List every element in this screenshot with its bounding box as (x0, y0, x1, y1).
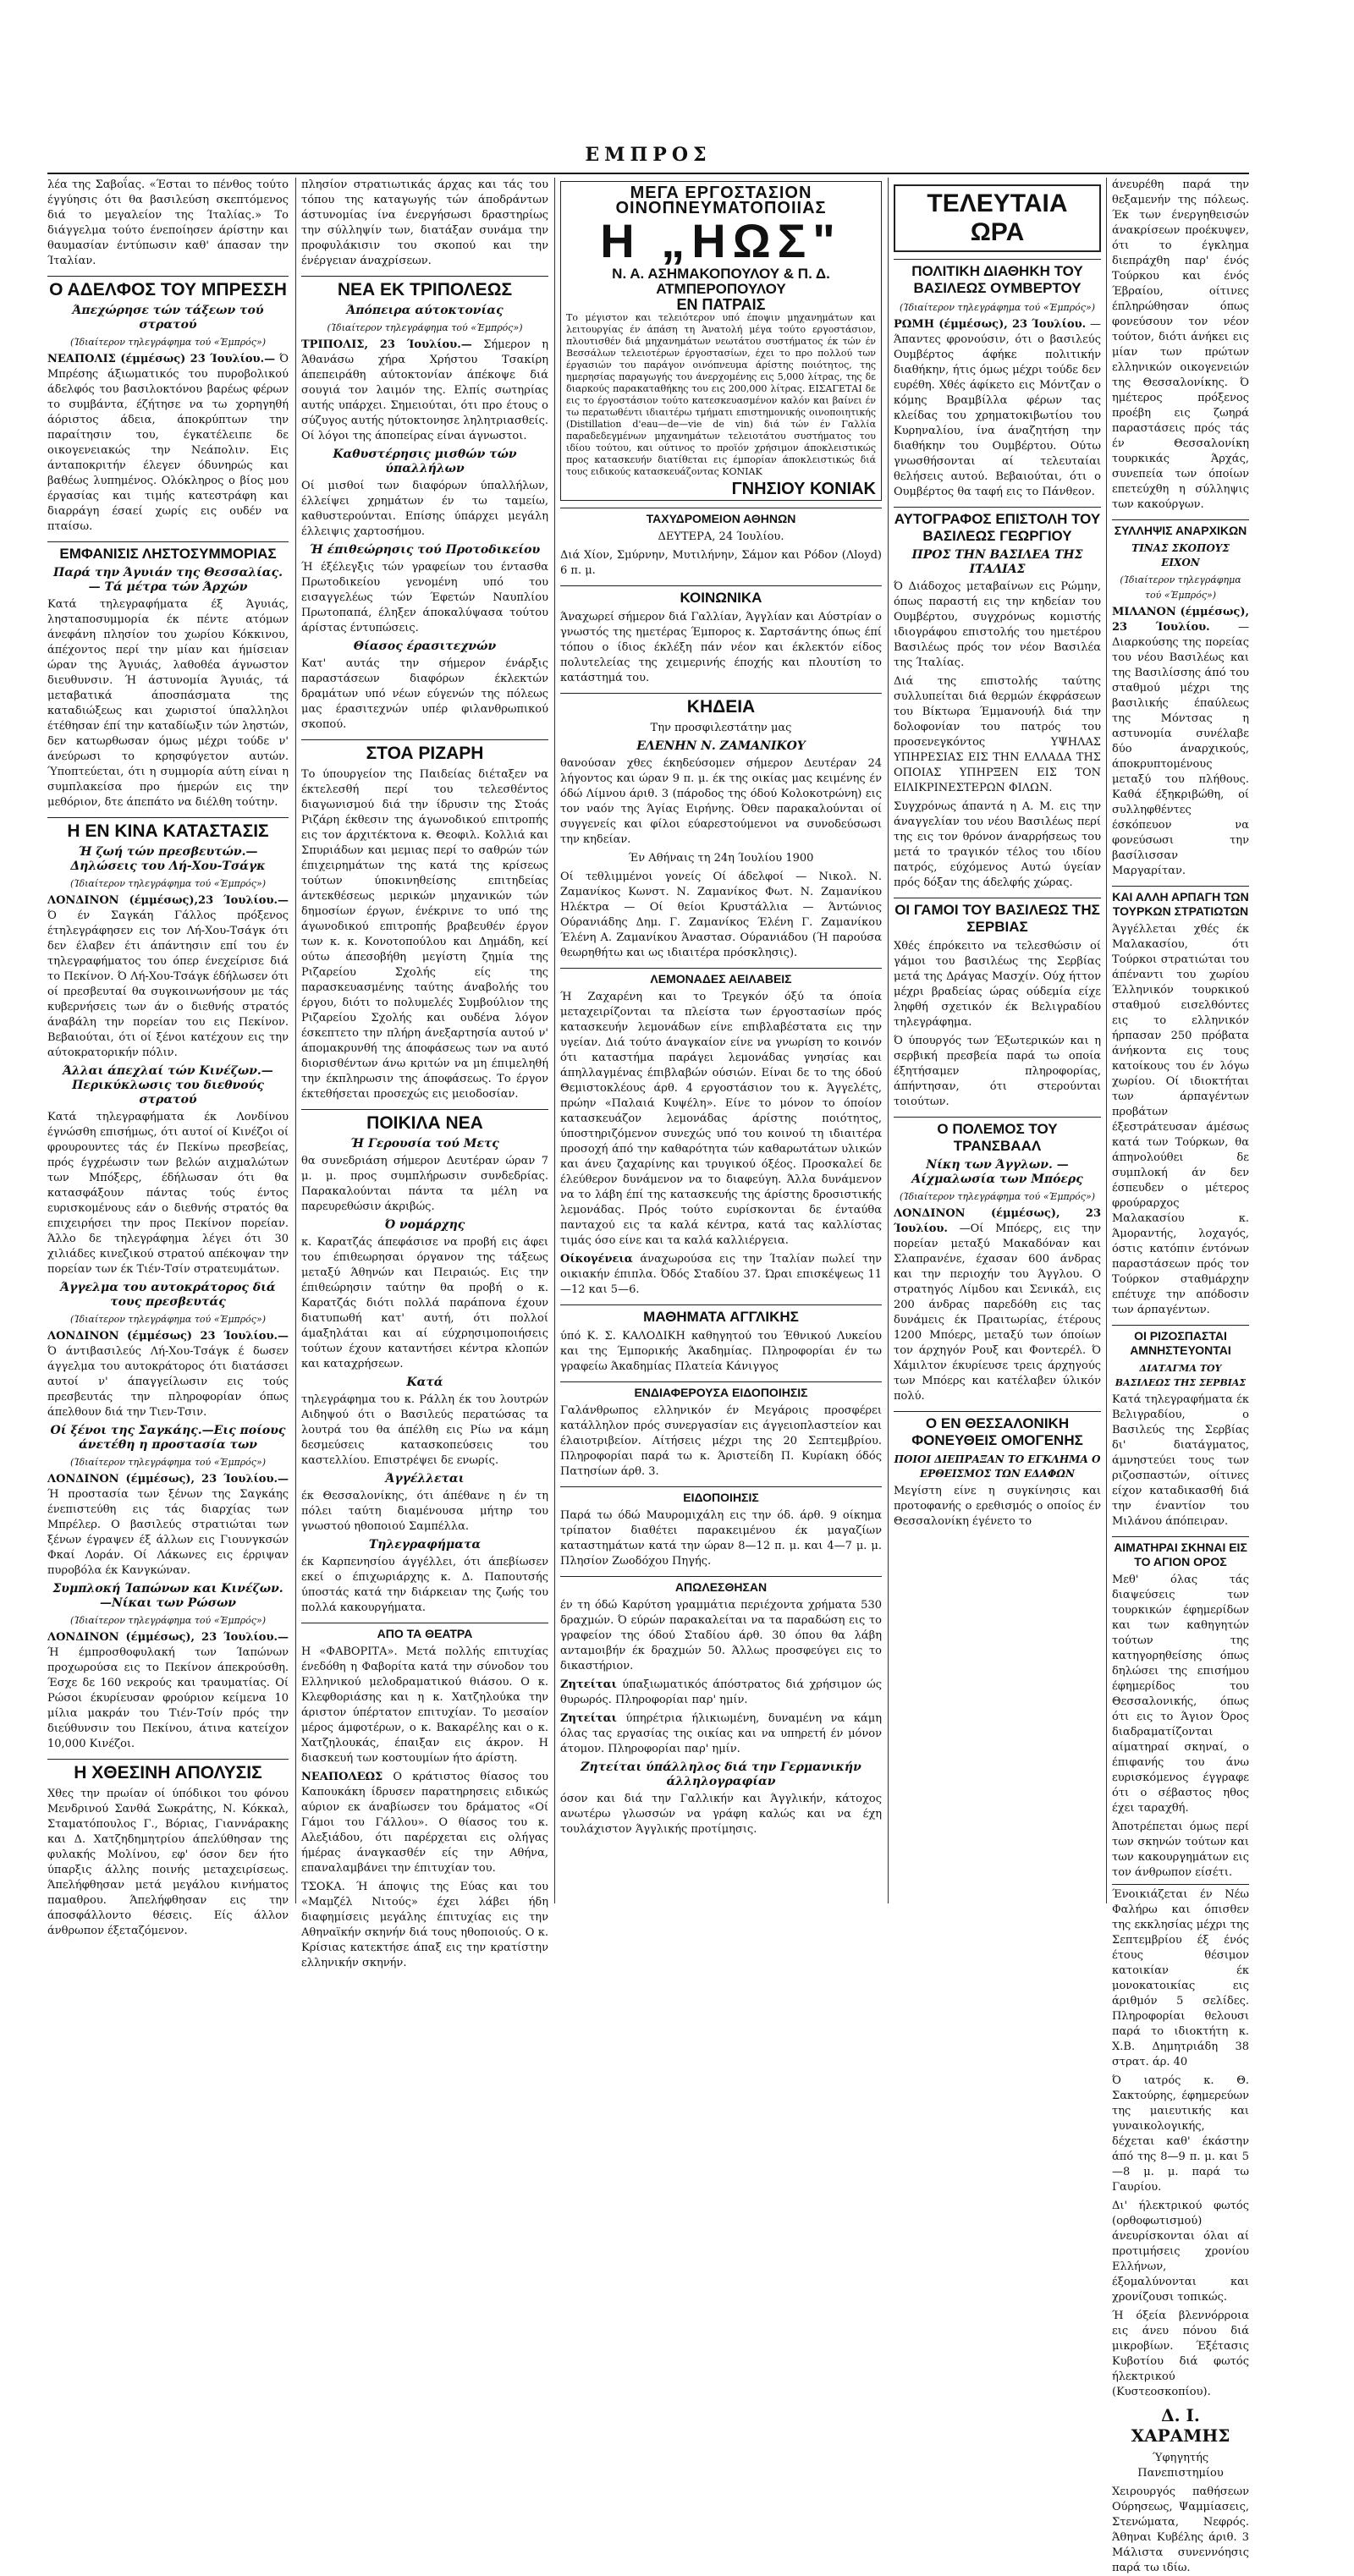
dateline: ΝΕΑΠΟΛΕΩΣ (301, 1771, 383, 1783)
doctor-title: Ύφηγητής Πανεπιστημίου (1137, 2452, 1224, 2480)
headline-autograph-letter: ΑΥΤΟΓΡΑΦΟΣ ΕΠΙΣΤΟΛΗ ΤΟΥ ΒΑΣΙΛΕΩΣ ΓΕΩΡΓΙΟΥ (894, 507, 1101, 545)
column-5 (1112, 178, 1249, 2574)
headline-release: Η ΧΘΕΣΙΝΗ ΑΠΟΛΥΣΙΣ (47, 1759, 289, 1783)
article-text: Κατά τηλεγραφήματα έξ Άγυιάς, λησταποσυμμορία έκ πέντε ατόμων άνεφάνη πλησίον του χωρίου Κόκκινου, άπέχοντος περί την μίαν και ήμίσειαν ώραν της Άγυιάς, λαθοθέα άγνωστον διευθυνσιν. Ή άστυνομία Άγυιάς, τά μεταβατικά άποσπάσματα της καταδιώξεως και χωριστοί ύπαλληλοι έτέθησαν έπί την καταδίωξιν τών ληστών, δεν κατωρθωσαν όμως μέχρι τούδε ν' άνεύρωσι το κρησφύγετον αυτών. Ύποπτεύεται, ότι η συμμορία αύτη είναι η συμπλακείσα προ ήμερών εις την μεθόριον, δτε άπεπάτο να διέλθη τούτην. (47, 598, 289, 809)
headline-anarchists-arrest: ΣΥΛΛΗΨΙΣ ΑΝΑΡΧΙΚΩΝ (1112, 519, 1249, 538)
telegram-note: (Ίδιαίτερον τηλεγράφημα τού «Έμπρός») (1120, 574, 1241, 601)
article-text: θανούσαν χθες έκηδεύσομεν σήμερον Δευτέραν 24 λήγοντος και ώραν 9 π. μ. έκ της οικίας μας κειμένης έν όδώ Λίμνου άριθ. 3 (πάροδος της όδού Κολοκοτρώνη) εις τον ναόν της Άγίας Ειρήνης. Όθεν παρακαλούνται οί συγγενείς και φίλοι εύαρεστούμενοι να συνοδεύσωσι την κηδείαν. (560, 757, 882, 846)
headline-china-situation: Η ΕΝ ΚΙΝΑ ΚΑΤΑΣΤΑΣΙΣ (47, 817, 289, 842)
advertisement-distillery (560, 181, 882, 501)
ad-line: ΓΝΗΣΙΟΥ ΚΟΝΙΑΚ (731, 480, 876, 498)
article-text: Οί μισθοί των διαφόρων ύπαλλήλων, έλλείψει χρημάτων έν τω ταμείω, καθυστερούνται. Επίσης ύπάρχει μεγάλη έλλειψις χαρτοσήμου. (301, 480, 548, 538)
ad-brand: Η „ΗΩΣ" (600, 214, 842, 267)
column-divider (554, 178, 555, 1903)
subheadline: ΤΙΝΑΣ ΣΚΟΠΟΥΣ ΕΙΧΟΝ (1131, 542, 1230, 568)
ad-line: ΕΝ ΠΑΤΡΑΙΣ (676, 296, 766, 313)
subheadline: Ζητείται (560, 1678, 617, 1691)
column-divider (295, 178, 296, 1903)
article-text: άναχωρούσα εις την Ίταλίαν πωλεί την οικιακήν έπιπλα. Όδός Σταδίου 37. Ώραι επισκέψεως 11—12 και 5—6. (560, 1253, 882, 1296)
article-text: Ό Διάδοχος μεταβαίνων εις Ρώμην, όπως παραστή εις την κηδείαν του Ουμβέρτου, συγχρόνως κομιστής ιδιογράφου επιστολής του ημετέρου Βασιλέως πρός τον νέον Βασιλέα της Ίταλίας. (894, 580, 1101, 669)
headline-various-news: ΠΟΙΚΙΛΑ ΝΕΑ (301, 1109, 548, 1134)
telegram-note: (Ίδιαίτερον τηλεγράφημα τού «Έμπρός») (900, 302, 1095, 313)
dateline: ΛΟΝΔΙΝΟΝ (έμμέσως), 23 Ίουλίου.— (47, 1473, 289, 1486)
telegram-note: (Ίδιαίτερον τηλεγράφημα τού «Έμπρός») (70, 1615, 266, 1626)
article-text: Άναχωρεί σήμερον διά Γαλλίαν, Άγγλίαν και Αύστρίαν ο γνωστός της ημετέρας Έμπορος κ. Σαρτσάντης όπως έπί τόπου ο ίδιος έκλέξη πάν νέον και έκλεκτόν είδος πολυτελείας της χειμερινής έποχής και πλουτίση το κατάστημά του. (560, 611, 882, 684)
article-text: Κατ' αυτάς την σήμερον ένάρξις παραστάσεων διαφόρων έκλεκτών δραμάτων υπό νέων εύγενών της πόλεως μας έρασιτεχνών υπέρ φιλανθρωπικού σκοπού. (301, 657, 548, 731)
article-text: Χθες την πρωίαν οί ύπόδικοι του φόνου Μενδρινού Σανθά Σωκράτης, Ν. Κόκκαλ, Σταματόπουλος Γ., Βόριας, Γιαννάρακης και Δ. Χατζηδημητρίου άπελύθησαν της φυλακής Μολίνου, εφ' όσον δεν ήτο ύπαρξις άλλης ποινής μεταχειρίσεως. Άπελήφθησαν μετά μεγάλου κινήματος παμαθρου. Άπελήφθησαν εις την άποσφάλλοντο θέσεις. Είς άλλον άνθρωπον έξεταζόμενον. (47, 1788, 289, 1937)
headline-bandit-gang: ΕΜΦΑΝΙΣΙΣ ΛΗΣΤΟΣΥΜΜΟΡΙΑΣ (47, 541, 289, 563)
telegram-note: (Ίδιαίτερον τηλεγράφημα τού «Έμπρός») (900, 1191, 1095, 1202)
subheadline: Οί ξένοι της Σαγκάης.—Εις ποίους άνετέθη η προστασία των (50, 1424, 286, 1452)
telegram-note: (Ίδιαίτερον τηλεγράφημα τού «Έμπρός») (70, 878, 266, 889)
subheadline: Άγγελμα του αυτοκράτορος διά τους πρεσβευτάς (60, 1281, 276, 1309)
article-text: Ή προστασία των ξένων της Σαγκάης ένεπιστεύθη εις τάς διαρχίας των Μπρέλερ. Ο βασιλεύς στρατιώται των ξένων έγραψεν έξ άλλων εις Γιουνγκσών Φκαί Λοράν. Οί Λάκωνες εις έρριψαν πυροβόλα έκ Κανγκώναν. (47, 1488, 289, 1577)
headline-turkish-raid: ΚΑΙ ΑΛΛΗ ΑΡΠΑΓΗ ΤΩΝ ΤΟΥΡΚΩΝ ΣΤΡΑΤΙΩΤΩΝ (1112, 886, 1249, 919)
headline-athens-post: ΤΑΧΥΔΡΟΜΕΙΟΝ ΑΘΗΝΩΝ (560, 508, 882, 526)
article-text: ύπηρέτρια ήλικιωμένη, δυναμένη να κάμη όλας τας εργασίας της οικίας και να υπηρετή έν μόνον άτομον. Πληροφορίαι παρ' ημίν. (560, 1712, 883, 1755)
classified-ad: Ένοικιάζεται έν Νέω Φαλήρω και όπισθεν της εκκλησίας μέχρι της Σεπτεμβρίου έξ ένός έτους θέσιμον κατοικίαν έκ μονοκατοικίας εις άριθμόν 5 σελίδες. Πληροφορίαι θελουσι παρά το ιδιοκτήτη κ. Χ.Β. Δημητριάδη 38 στρατ. άρ. 40 (1112, 1884, 1249, 2070)
article-text: πλησίον στρατιωτικάς άρχας και τάς του τόπου της καταγωγής τών άποδράντων άστυνομίας ίνα ένεργήσωσι δραστηρίως την σύλληψίν των, διατάξαν συνάμα την προφυλάκισιν του σκοπού και την ένέργειαν άναχρίσεων. (301, 179, 548, 267)
article-text: έν τη όδώ Καρύτση γραμμάτια περιέχοντα χρήματα 530 δραχμών. Ό εύρών παρακαλείται να τα παραδώση εις το γραφείον της όδού Σταδίου άρθ. 30 όπου θα λάβη ανταμοιβήν έκ δραχμών 50. Άλλως προσφεύγει εις το δικαστήριον. (560, 1599, 882, 1672)
article-text: ύπό Κ. Σ. ΚΑΛΟΔΙΚΗ καθηγητού του Έθνικού Λυκείου και της Έμπορικής Άκαδημίας. Πληροφορίαι έν τω γραφείω Άκαδημίας Πλατεία Κάνιγγος (560, 1330, 882, 1373)
column-2 (301, 178, 548, 1969)
article-text: Το ύπουργείον της Παιδείας διέταξεν να έκτελεσθή περί του τελεσθέντος διαγωνισμού διά την ίδρυσιν της Στοάς Ριζάρη έκθεσιν της άγωνοδικού επιτροπής εις τον άρχιτέκτονα κ. Θεοφιλ. Κολλιά και Σπυριάδων και μεμιας περί το σαθρών τών έπιχειρημάτων της κατά της κρίσεως τούτων ύποκινηθείσης επιτηδείας άντεκθέσεως μερικών μηχανικών τών δημοσίων έργων, ένέκρινε το υπό της άγωνοδικού επιτροπής βραβευθέν έργον των κ. κ. Κονοτοπούλου και Δημάδη, κεί ούτω άπεσοβήθη μεγίστη ζημία της Ριζαρείου Σχολής είς της παρασκευασμένης ταύτης άναβολής του έργου, διότι το πολυμελές Συμβούλιον της Ριζαρείου Σχολής και ουδένα λόγον έσκεπτετο την πλήρη άνεξαρτησία αυτού ν' άπομακρυνθή της άποφάσεως των να αυτό διορισθέντων άνω κριτών να μη έπιμεληθή την έκπληρωσιν της άποφάσεως. Το έργον έκτεθήσεται προσεχώς εις μειοδοσίαν. (301, 768, 548, 1101)
column-1 (47, 178, 289, 1937)
article-text: κ. Καρατζάς άπεφάσισε να προβή εις άφει του έπιθεωρησαι όργανον της τάξεως μεταξύ Άθηνών και Πειραιώς. Εις την έπιθεώρησιν ταύτην θα προβή ο κ. Καρατζάς διότι πολλά παράπονα έχουν διατυπωθή κατ' αυτή, ότι πολλοί άμαξηλάται και αί εύχρησιμοποιήσεις τούτων έχουν καταντήσει κέντρα κλοπών και καταχρήσεων. (301, 1236, 548, 1370)
headline-serbian-wedding: ΟΙ ΓΑΜΟΙ ΤΟΥ ΒΑΣΙΛΕΩΣ ΤΗΣ ΣΕΡΒΙΑΣ (894, 898, 1101, 936)
article-text: Την προσφιλεστάτην μας (650, 722, 792, 734)
subheadline: Κατά (406, 1376, 443, 1389)
dateline: ΡΩΜΗ (έμμέσως), 23 Ίουλίου. (894, 318, 1087, 331)
article-text: Ή έξέλεγξις τών γραφείων του έντασθα Πρωτοδικείου γενομένη υπό του εισαγγελέως τών Έφετών Ναυπλίου Πρωτοπαπά, έληξεν άποκαλύψασα τούτου άρίστας έντυπώσεις. (301, 561, 548, 634)
article-text: θα συνεδριάση σήμερον Δευτέραν ώραν 7 μ. μ. προς συμπλήρωσιν συνδεδρίας. Παρακαλούνται πάντα τα μέλη να παρευρεθώσιν άκριβώς. (301, 1155, 548, 1213)
deceased-name: ΕΛΕΝΗΝ Ν. ΖΑΜΑΝΙΚΟΥ (636, 739, 806, 753)
subheadline: ΠΟΙΟΙ ΔΙΕΠΡΑΞΑΝ ΤΟ ΕΓΚΛΗΜΑ Ο ΕΡΘΕΙΣΜΟΣ ΤΩΝ ΕΔΑΦΩΝ (894, 1453, 1101, 1480)
headline-mount-athos: ΑΙΜΑΤΗΡΑΙ ΣΚΗΝΑΙ ΕΙΣ ΤΟ ΑΓΙΟΝ ΟΡΟΣ (1112, 1536, 1249, 1569)
article-text: Γαλάνθρωπος ελληνικόν έν Μεγάροις προσφέρει κατάλληλον πρός συνεργασίαν εις άγγειοπλαστείον και έλαιοτριβείον. Αίτήσεις μέχρι της 20 Σεπτεμβρίου. Πληροφορίαι παρά τω κ. Άριστείδη Π. Κυρίακη όδός Πατησίων άρθ. 3. (560, 1404, 882, 1478)
dateline: ΛΟΝΔΙΝΟΝ (έμμέσως),23 Ίουλίου.— (47, 894, 289, 907)
article-text: Άποτρέπεται όμως περί των σκηνών τούτων και των κακουργημάτων εις τον άνθρωπον είσέτι. (1112, 1821, 1249, 1879)
dateline: ΜΙΛΑΝΟΝ (έμμέσως), 23 Ίουλίου. (1112, 606, 1249, 634)
column-divider (1106, 178, 1107, 1903)
headline-notice: ΕΙΔΟΠΟΙΗΣΙΣ (560, 1486, 882, 1505)
article-text: Ό ύπουργός των Έξωτερικών και η σερβική πρεσβεία παρά τω οποία έξητήσαμεν πληροφορίας, άπήντησαν, ότι στερούνται τοιούτων. (894, 1035, 1101, 1108)
headline-brother-bresci: Ο ΑΔΕΛΦΟΣ ΤΟΥ ΜΠΡΕΣΣΗ (47, 276, 289, 300)
dateline: ΛΟΝΔΙΝΟΝ (έμμέσως), 23 Ίουλίου. (894, 1207, 1101, 1235)
article-text: Χθές έπρόκειτο να τελεσθώσιν οί γάμοι του βασιλέως της Σερβίας μετά της Δράγας Μασχίν. Ούχ ήττον μέχρι βραδείας ώρας ούδεμία είχε ληφθή σχετικόν έκ Βελιγραδίου τηλεγράφημα. (894, 940, 1101, 1029)
subheadline: Συμπλοκή Ίαπώνων και Κινέζων.—Νίκαι των Ρώσων (52, 1582, 283, 1610)
subheadline: Ζητείται (560, 1712, 617, 1725)
article-text: Διά Χίον, Σμύρνην, Μυτιλήνην, Σάμον και Ρόδον (Λloyd) 6 π. μ. (560, 549, 882, 577)
subheadline: Οίκογένεια (560, 1253, 633, 1266)
article-text: ύπαξιωματικός άπόστρατος διά χρήσιμον ώς θυρωρός. Πληροφορίαι παρ' ημίν. (560, 1678, 882, 1706)
subheadline: Άλλαι άπεχλαί τών Κινέζων.— Περικύκλωσις του διεθνούς στρατού (63, 1064, 273, 1107)
subheadline: ΔΙΑΤΑΓΜΑ ΤΟΥ ΒΑΣΙΛΕΩΣ ΤΗΣ ΣΕΡΒΙΑΣ (1115, 1363, 1247, 1388)
article-text: Κατά τηλεγραφήματα έκ Λονδίνου έγνώσθη επισήμως, ότι αυτοί οί Κινέζοι οί φρουρουντες τάς έν Πεκίνω πρεσβείας, πρός έγχρέωσιν των βελών αιχμαλώτων των Μπόξερς, έδήλωσαν ότι θα κατασφάξουν πάντας τούς έντος ευρισκομένους εάν ο διεθνής στρατός θα επιχειρήσει την προς Πεκίνον πορείαν. Άλλο δε τηλεγράφημα λέγει ότι 30 χιλιάδες κινεζικού στρατού απέκοψαν την πορείαν των έκ Τιέν-Τσίν στρατευμάτων. (47, 1111, 289, 1276)
subheadline: Ζητείται ύπάλληλος διά την Γερμανικήν άλληλογραφίαν (581, 1760, 861, 1788)
subheadline: Νίκη των Άγγλων. — Αίχμαλωσία των Μπόερς (911, 1158, 1083, 1186)
article-text: ΤΣΟΚΑ. Ή άποψις της Εύας και του «Μαμζέλ Νιτούς» έχει λάβει ήδη διαφημίσεις μεγάλης έπιτυχίας εις την Αθηναϊκήν σκηνήν διά τους ηθοποιούς. Ο κ. Κρίσιας κατεκτήσε άπαξ εις την κρατίστην ελληνικήν σκηνήν. (301, 1881, 548, 1969)
family-list: Οί τεθλιμμένοι γονείς Οί άδελφοί — Νικολ. Ν. Ζαμανίκος Κωνστ. Ν. Ζαμανίκος Φωτ. Ν. Ζαμανίκου Ηλέκτρα — Οί θείοι Κρυστάλλια — Άντώνιος Ούρανιάδης Δημ. Γ. Ζαμανίκος Έλένη Γ. Ζαμανίκου Έλένη Α. Ζαμανίκου Άναστασ. Ούρανιάδου (Ή παρούσα θεωρηθήτω και ως ιδιαιτέρα πρόσκλησις). (560, 871, 882, 959)
subheadline: Ή ζωή τών πρεσβευτών.— Δηλώσεις του Λή-Χου-Τσάγκ (70, 845, 266, 873)
dateline: ΤΡΙΠΟΛΙΣ, 23 Ίουλίου.— (301, 338, 472, 351)
headline-political-will: ΠΟΛΙΤΙΚΗ ΔΙΑΘΗΚΗ ΤΟΥ ΒΑΣΙΛΕΩΣ ΟΥΜΒΕΡΤΟΥ (894, 259, 1101, 297)
subheadline: Ή Γερουσία τού Μετς (350, 1137, 499, 1151)
column-divider (888, 178, 889, 1903)
newspaper-page (47, 144, 1249, 2574)
headline-lost: ΑΠΩΛΕΣΘΗΣΑΝ (560, 1576, 882, 1595)
subheadline: Παρά την Άγυιάν της Θεσσαλίας. — Τά μέτρα τών Άρχών (53, 566, 283, 594)
article-text: Άγγέλλεται χθές έκ Μαλακασίου, ότι Τούρκοι στρατιώται του άπέναντι του χωρίου Έλληνικόν τουρκικού σταθμού εισελθόντες εις το ελληνικόν ήρπασαν 250 πρόβατα άνήκοντα εις τους κατοίκους του έν λόγω χωρίου. Οί ιδιοκτήται των άρπαγέντων προβάτων έξεστράτευσαν άμέσως κατά των Τούρκων, θα άπηνολούθει δε συμπλοκή άν δεν έσπευδεν ο μέτερος φρούραρχος Μαλακασίου κ. Άμοραντής, λοχαγός, όστις κατόπιν έντόνων παραστάσεων πρός τον Τούρκον σταθμάρχην επέτυχε την απόδοσιν των άρπαγέντων. (1112, 923, 1249, 1316)
classified-ad: Ό ιατρός κ. Θ. Σακτούρης, έφημερεύων της μαιευτικής και γυναικολογικής, δέχεται καθ' έκάστην άπό της 8—9 π. μ. και 5—8 μ. μ. παρά τω Γαυρίου. (1112, 2074, 1249, 2194)
subheadline: Θίασος έρασιτεχνών (353, 640, 497, 653)
subheadline: Άπεχώρησε τών τάξεων τού στρατού (72, 304, 264, 332)
date-text: Έν Αθήναις τη 24η Ίουλίου 1900 (628, 852, 814, 865)
ad-line: Ν. Α. ΑΣΗΜΑΚΟΠΟΥΛΟΥ & Π. Δ. ΑΤΜΠΕΡΟΠΟΥΛΟΥ (612, 266, 830, 297)
column-4 (894, 178, 1101, 1903)
subheadline: Ή έπιθεώρησις τού Προτοδικείου (309, 543, 541, 557)
article-text: Μεθ' όλας τάς διαψεύσεις των τουρκικών έφημερίδων και των καθηγητών τούτων της κατηγορηθείσης όπως δηλώσει της επισήμου έφημερίδος του Θεσσαλονικής, όπως ότι εις το Άγιον Όρος διαδραματίζονται αίματηραί σκηναί, ο έπιφανής του άνω ευρισκόμενος έγγραφε ότι ο σέβαστος ηθος έχει ταραχθή. (1112, 1574, 1249, 1815)
subheadline: Τηλεγραφήματα (368, 1538, 482, 1552)
article-text: Μεγίστη είνε η συγκίνησις και προτοφανής ο ερεθισμός ο οποίος έν Θεσσαλονίκη έγένετο το (894, 1485, 1101, 1528)
doctor-name: Δ. Ι. ΧΑΡΑΜΗΣ (1131, 2405, 1230, 2446)
article-text: —Διαρκούσης της πορείας του νέου Βασιλέως και της Βασιλίσσης άπό του σταθμού μέχρι της βασιλικής έπαύλεως της Μόντσας η αστυνομία συνέλαβε δύο άναρχικούς, άποκρυπτομένους μεταξύ του πλήθους. Καθά έξηκριβώθη, οί συλληφθέντες έσκόπευον να φονεύσωσι την βασίλισσαν Μαργαρίταν. (1112, 621, 1249, 877)
headline-rizari-stoa: ΣΤΟΑ ΡΙΖΑΡΗ (301, 739, 548, 764)
classified-ad: Χειρουργός παθήσεων Ούρησεως, Ψαμμίασεις, Στενώματα, Νεφρός. Άθηναι Κυβέλης άριθ. 3 Μάλιστα συνεννόησις παρά τω ιδίω. (1112, 2485, 1249, 2574)
ad-text: Το μέγιστον και τελειότερον υπό έποψιν μηχανημάτων και λειτουργίας έν άπάση τη Άνατολή μέγα τούτο εργοστάσιον, πλουτισθέν διά μηχανημάτων νεωτάτου συστήματος έκ τών έν Βεσσάλων τελειοτέρων έργοστασίων, έχει το προ πολλού των έργασιών του παράγον οινόπνευμα άρίστης ποιότητος, της ημερησίας παραγωγής του άνερχομένης εις 5,000 λίτρας, της δε διαρκούς παρακαταθήκης του εις 200,000 λίτρας. ΕΙΣΑΓΕΤΑΙ δε εις το έργοστάσιον τούτο κατεσκευασμένον καλόν και βαίνει έν τω περατωθέντι ιδιαιτέρω τμήματι επιστημονικής οινοποιητικής (Distillation d'eau—de—vie de vin) διά τών έν Γαλλία παραδεδεγμένων μηχανημάτων τελειοτάτου συστήματος του ιδίου τούτου, και ούτινος το προϊόν χρήσιμον άποκλειστικώς προς κατασκευήν διατίθεται εις έμπορίαν άποκλειστικώς διά τους ειδικούς κατασκευάζοντας ΚΟΝΙΑΚ (566, 312, 876, 477)
article-text: όσον και διά την Γαλλικήν και Άγγλικήν, κάτοχος ανωτέρω γλωσσών να γράφη καλώς και να έχη τουλάχιστον Άγγλικής προτίμησις. (560, 1793, 882, 1836)
article-text: Σήμερον η Άθανάσω χήρα Χρήστου Τσακίρη άπεπειράθη αύτοκτονίαν άπέκοψε διά σουγιά τον λαιμόν της. Ελπίς σωτηρίας αυτής υπάρχει. Σημειούται, ότι προ έτους ο σύζυγος αυτής ηύτοκτονησε ληλητριασθείς. Οί λόγοι της άποπείρας είναι άγνωστοι. (301, 338, 548, 442)
headline-lemonades: ΛΕΜΟΝΑΔΕΣ ΑΕΙΛΑΒΕΙΣ (560, 968, 882, 986)
column-3 (560, 178, 882, 1903)
article-text: Ό άντιβασιλεύς Λή-Χου-Τσάγκ έ δωσεν άγγελμα του αυτοκράτορος ότι διατάσσει αυτοί ν' άπαγγείλωσιν εις τούς πρεσβευτάς την πληροφορίαν όπως άπελθουν διά την Τιεν-Τσιν. (47, 1345, 289, 1419)
headline-theatres: ΑΠΟ ΤΑ ΘΕΑΤΡΑ (301, 1623, 548, 1641)
headline-last-hour: ΤΕΛΕΥΤΑΙΑ ΩΡΑ (894, 184, 1101, 252)
headline-tripoli-news: ΝΕΑ ΕΚ ΤΡΙΠΟΛΕΩΣ (301, 276, 548, 300)
headline-notice: ΕΝΔΙΑΦΕΡΟΥΣΑ ΕΙΔΟΠΟΙΗΣΙΣ (560, 1381, 882, 1400)
headline-radicals-amnesty: ΟΙ ΡΙΖΟΣΠΑΣΤΑΙ ΑΜΝΗΣΤΕΥΟΝΤΑΙ (1112, 1325, 1249, 1358)
subheadline: ΠΡΟΣ ΤΗΝ ΒΑΣΙΛΕΑ ΤΗΣ ΙΤΑΛΙΑΣ (911, 548, 1083, 576)
article-text: —Άπαντες φρονούσιν, ότι ο βασιλεύς Ουμβέρτος άφήκε πολιτικήν διαθήκην, ήτις όμως μέχρι τούδε δεν ευρέθη. Χθές άφίκετο εις Μόντζαν ο κόμης Βραμβίλλα φέρων τας κλείδας του χρηματοκιβωτίου του Κυρηναλίου, ίνα άναζητήση την διαθήκην του Ουμβέρτου. Ούτω γνωσθήσονται αί τελευταίαι θελήσεις αυτού. Βεβαιούται, ότι ο Ουμβέρτος θα ταφή εις το Πάνθεον. (894, 318, 1101, 498)
article-text: λέα της Σαβοΐας. «Έσται το πένθος τούτο έγγύησις ότι θα βασιλεύση σκεπτόμενος διά το μεγαλείον της Ίταλίας.» Το διάγγελμα τούτο ένεποίησεν άρίστην και θαυμασίαν έντύπωσιν καθ' άπασαν την Ίταλίαν. (47, 179, 289, 267)
classified-ad: Ή όξεία βλεννόρροια εις άνευ πόνου διά μικροβίων. Έξέτασις Κυβοτίου διά φωτός ήλεκτρικού (Κυστεοσκοπίου). (1112, 2310, 1249, 2398)
dateline: ΛΟΝΔΙΝΟΝ (έμμέσως) 23 Ίουλίου.— (47, 1330, 289, 1343)
subheadline: Άγγέλλεται (385, 1472, 465, 1486)
article-text: έκ Καρπενησίου άγγέλλει, ότι άπεβίωσεν εκεί ο έπιχωριάρχης κ. Δ. Παπουτσής ύποστάς κατά την διάρκειαν της ζωής του πολλά κακουργήματα. (301, 1556, 548, 1614)
article-text: Ο κράτιστος θίασος του Καπουκάκη ίδρυσεν παρατηρησεις ειδικώς αύριον εκ άναβίωσεν του δράματος «Οί Γάμοι του Γάλλου». Ο θίασος του κ. Αλεξιάδου, ότι παρέρχεται εις ολήγας ήμέρας άναγκασθέν είς την Αθήνα, επαναλαμβάνει την έπιτυχίαν του. (301, 1771, 548, 1875)
article-text: Ό Μπρέσης άξιωματικός του πυροβολικού άδελφός του βασιλοκτόνου βαρέως φέρων το συμβάντα, έζήτησε να τω χορηγηθή άόριστος άδεια, άποκρύπτων την παραίτησιν του, έγκατέλειπε δε οικογενειακώς την Νεάπολιν. Εις άνταποκριτήν έλεγεν όδυνηρώς και βαθέως λυπημένος. Ολόκληρος ο βίος μου έργασίας και τιμής κατεστράφη και διαρράγη έσαεί χωρίς εις ουδέν να πταίσω. (47, 353, 289, 533)
article-text: Ή Ζαχαρένη και το Τρεγκόν όξύ τα όποία μεταχειρίζονται τα πλείστα των έργοστασίων πρός κατασκευήν λεμονάδων είνε επιβλαβέστατα εις την υγείαν. Διά τούτο άναγκαίον είνε να γνωρίση το κοινόν ότι καταστήμα παράγει λεμονάδας γνησίας και άπηλλαγμένας έπιβλαβών ούσιών. Είναι δε το της όδού Θεμιστοκλέους άρθ. 4 εργοστάσιον του κ. Άγγελέτς, πρώην «Παλαιά Κυψέλη». Είνε το μόνον το όποίον κατασκευάζον λεμονάδας άρίστης ποιότητος, ύποστηριζόμενον συνεχώς υπό του κοινού τη ιδιαιτέρα προσοχή άπό την καθαρότητα τών καθαρωτάτων υλικών και άνευ ζαχαρίνης και τρυγικού όξέος. Προσκαλεί δε έλεύθερον δυνάμενον να το διαφεύγη. Άλλα δυνάμενον να το λάβη έπί της κατασκευής της άρίστης δροσιστικής λεμονάδας. Πρός τούτο ευρίσκονται δε ένταύθα πανταχού εις τα καλά κέντρα, κατά τας καλλίστας τιμάς όσο είνε και τα καλά καλλιέργεια. (560, 991, 882, 1247)
article-text: Ή έμπροσθοφυλακή των Ίαπώνων προχωρούσα εις το Πεκίνον άπεκρούσθη. Έσχε δε 160 νεκρούς και τραυματίας. Οί Ρώσοι έκυρίευσαν φρούριον κείμενα 10 μίλια μακράν του Τιέν-Τσίν πρός την διεύθυνσιν του Πεκίνου, άτινα κατείχον 10,000 Κινέζοι. (47, 1646, 289, 1750)
article-text: Κατά τηλεγραφήματα έκ Βελιγραδίου, ο Βασιλεύς της Σερβίας δι' διατάγματος, άμνηστεύει τους των ριζοσπαστών, οίτινες είχον καταδικασθή διά την έναντίον του Μιλάνου άπόπειραν. (1112, 1393, 1249, 1528)
article-text: —Οί Μπόερς, εις την πορείαν μεταξύ Μακαδόναν και Σλαπρανένε, έχασαν 600 άνδρας και την περιοχήν του Άγγλου. Ο στρατηγός Λίμδου και Σενικάλ, εις 200 άνδρας παρεδόθη εις τας δυνάμεις έκ Πραιτωρίας, έτέρους 1200 Μπόερς, μεταξύ των όποίων τον άρχηγόν Ρουξ και Φοντερέλ. Ό Χάμιλτον έκυρίευσε τρεις άρχηγούς των Μπόερς και κατέλαβεν ύλικόν πολύ. (894, 1222, 1101, 1403)
subheadline: Καθυστέρησις μισθών τών ύπαλλήλων (333, 448, 517, 475)
article-text: Συγχρόνως άπαντά η Α. Μ. εις την άναγγελίαν του νέου Βασιλέως περί της εις τον θρόνον άναρρήσεως του μετά το τραγικόν τέλος του ιδίου πατρός, εύχόμενος Αυτώ ύγείαν πρός δόξαν της άδελφής χώρας. (894, 800, 1101, 889)
headline-thessaloniki-murder: Ο ΕΝ ΘΕΣΣΑΛΟΝΙΚΗ ΦΟΝΕΥΘΕΙΣ ΟΜΟΓΕΝΗΣ (894, 1411, 1101, 1449)
headline-funeral: ΚΗΔΕΙΑ (560, 693, 882, 717)
date-text: ΔΕΥΤΕΡΑ, 24 Ίουλίου. (658, 530, 784, 543)
subheadline: Άπόπειρα αύτοκτονίας (346, 304, 504, 317)
classified-ad: Δι' ήλεκτρικού φωτός (ορθοφωτισμού) άνευρίσκονται όλαι αί προτιμήσεις χρονίου Ελλήνων, έξομαλύνονται και χρονίζουσι τοπικώς. (1112, 2200, 1249, 2304)
telegram-note: (Ίδιαίτερον τηλεγράφημα τού «Έμπρός») (70, 337, 266, 348)
dateline: ΛΟΝΔΙΝΟΝ (έμμέσως), 23 Ίουλίου.— (47, 1631, 289, 1644)
article-text: τηλεγράφημα του κ. Ράλλη έκ του λουτρών Αιδηψού ότι ο Βασιλεύς περατώσας τα λουτρά του θα άπέλθη εις Ρίω να κάμη δεσμεύσεις κατασκοπεύσεις του καστελλίου. Επιστρέψει δε ενωρίς. (301, 1393, 548, 1467)
masthead-rule (47, 173, 1249, 174)
headline-social: ΚΟΙΝΩΝΙΚΑ (560, 585, 882, 607)
ad-line: ΜΕΓΑ ΕΡΓΟΣΤΑΣΙΟΝ ΟΙΝΟΠΝΕΥΜΑΤΟΠΟΙΙΑΣ (615, 184, 827, 217)
article-text: έκ Θεσσαλονίκης, ότι άπέθανε η έν τη πόλει ταύτη διαμένουσα μήτηρ του γνωστού ηθοποιού Σαμπέλλα. (301, 1490, 548, 1533)
article-text: Ό έν Σαγκάη Γάλλος πρόξενος έτηλεγράφησεν εις τον Λή-Χου-Τσάγκ ότι δεν έλαβεν έτι άπάντησιν επί του έν τηλεγραφήματος του όπερ ένεχείρισε διά το Πεκίνον. Ό Λή-Χου-Τσάγκ έδήλωσεν ότι οί πρεσβευταί θα συγκοινωνήσουν με τάς κυβερνήσεις των άν ο διεθνής στρατός άναβάλη την πορείαν του εις Πεκίνον. Βεβαιούται, ότι οί ξένοι κατέχουν εις την αύτοκρατορικήν πόλιν. (47, 909, 289, 1059)
headline-english-lessons: ΜΑΘΗΜΑΤΑ ΑΓΓΛΙΚΗΣ (560, 1304, 882, 1326)
article-text: άνευρέθη παρά την θεξαμενήν της πόλεως. Έκ των ένεργηθεισών άνακρίσεων προέκυψεν, ότι το έγκλημα διεπράχθη παρ' ένός Τούρκου και ένός Έβραίου, οίτινες έπληρώθησαν όπως φονεύσουν τον νέον τούτον, διότι άνήκει εις μίαν των πρώτων ελληνικών οικογενειών της Θεσσαλονίκης. Ό ημέτερος πρόξενος προέβη εις ζωηρά παραστάσεις πρός τάς έν Θεσσαλονίκη τουρκικάς Άρχάς, συνεπεία των όποίων επετεύχθη η σύλληψις των κακούργων. (1112, 179, 1249, 511)
telegram-note: (Ίδιαίτερον τηλεγράφημα τού «Έμπρός») (70, 1457, 266, 1468)
subheadline: Ό νομάρχης (384, 1218, 465, 1232)
headline-transvaal-war: Ο ΠΟΛΕΜΟΣ ΤΟΥ ΤΡΑΝΣΒΑΑΛ (894, 1117, 1101, 1155)
article-text: Διά της επιστολής ταύτης συλλυπείται διά θερμών έκφράσεων του Βίκτωρα Έμμανουήλ διά την δολοφονίαν του πατρός του προσενεγκόντος ΥΨΗΛΑΣ ΥΠΗΡΕΣΙΑΣ ΕΙΣ ΤΗΝ ΕΛΛΑΔΑ ΤΗΣ ΟΠΟΙΑΣ ΥΠΗΡΞΕΝ ΕΙΣ ΤΟΝ ΕΙΛΙΚΡΙΝΕΣΤΕΡΩΝ ΦΙΛΩΝ. (894, 675, 1101, 794)
article-text: Παρά τω όδώ Μαυρομιχάλη εις την όδ. άρθ. 9 οίκημα τρίπατον διαθέτει παρακειμένου έκ μαγαζίων καταστημάτων κατά την ώραν 8—12 π. μ. και 4—7 μ. μ. Πλησίον Ζωοδόχου Πηγής. (560, 1509, 882, 1568)
article-text: Η «ΦΑΒΟΡΙΤΑ». Μετά πολλής επιτυχίας ένεδόθη η Φαβορίτα κατά την σύνοδον του Ελληνικού μελοδραματικού θιάσου. Ο κ. Κλεφθοριάσης και η κ. Χατζηλούκα την άριστον ύπέρτατον επιτυχίαν. Το μεσαίον μέρος άμφοτέρων, ο κ. Βακαρέλης και ο κ. Χατζηλουκάς, έπαιξαν εις άκρον. Η διασκευή των κοστουμίων ήτο άρίστη. (301, 1645, 548, 1765)
telegram-note: (Ίδιαίτερον τηλεγράφημα τού «Έμπρός») (327, 322, 523, 333)
dateline: ΝΕΑΠΟΛΙΣ (έμμέσως) 23 Ίουλίου.— (47, 353, 276, 365)
telegram-note: (Ίδιαίτερον τηλεγράφημα τού «Έμπρός») (70, 1314, 266, 1325)
masthead-title: ΕΜΠΡΟΣ (585, 144, 712, 166)
